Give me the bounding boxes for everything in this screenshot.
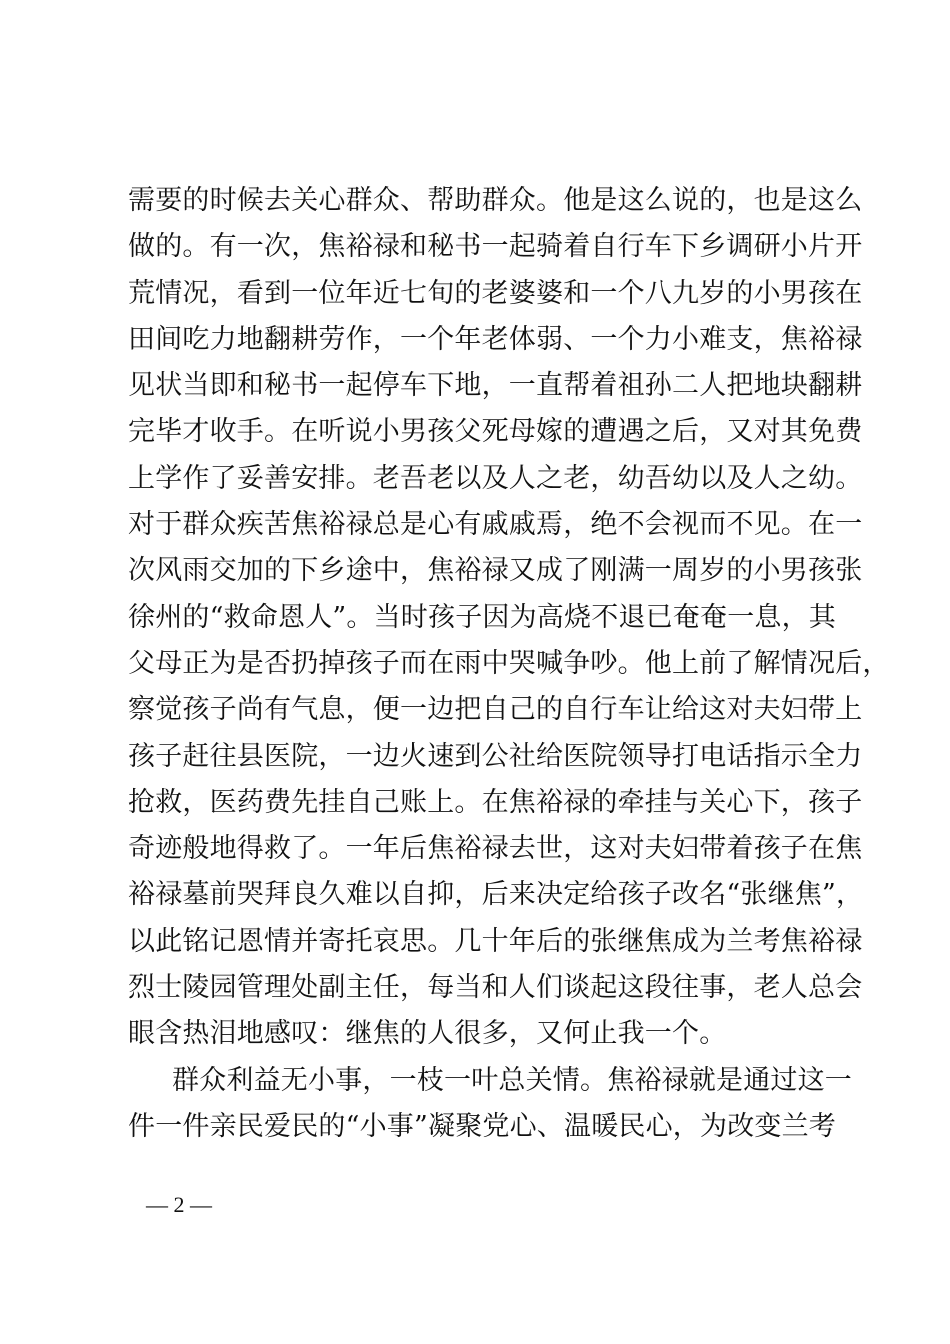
text-line: 对于群众疾苦焦裕禄总是心有戚戚焉，绝不会视而不见。在一 xyxy=(128,509,863,541)
text-line: 烈士陵园管理处副主任，每当和人们谈起这段往事，老人总会 xyxy=(128,972,863,1004)
text-line: 需要的时候去关心群众、帮助群众。他是这么说的，也是这么 xyxy=(128,185,863,216)
text-line: 完毕才收手。在听说小男孩父死母嫁的遭遇之后，又对其免费 xyxy=(128,416,863,448)
text-line: 眼含热泪地感叹：继焦的人很多，又何止我一个。 xyxy=(128,1018,727,1050)
text-line: 裕禄墓前哭拜良久难以自抑，后来决定给孩子改名“张继焦”， xyxy=(128,879,864,911)
text-line: 见状当即和秘书一起停车下地，一直帮着祖孙二人把地块翻耕 xyxy=(128,370,863,402)
text-line: 田间吃力地翻耕劳作，一个年老体弱、一个力小难支，焦裕禄 xyxy=(128,323,863,355)
text-line: 孩子赶往县医院，一边火速到公社给医院领导打电话指示全力 xyxy=(128,740,863,772)
text-line: 奇迹般地得救了。一年后焦裕禄去世，这对夫妇带着孩子在焦 xyxy=(128,833,863,865)
text-line: 以此铭记恩情并寄托哀思。几十年后的张继焦成为兰考焦裕禄 xyxy=(128,925,863,957)
text-line: 上学作了妥善安排。老吾老以及人之老，幼吾幼以及人之幼。 xyxy=(128,462,863,494)
body-text xyxy=(128,178,890,1150)
text-line: 做的。有一次，焦裕禄和秘书一起骑着自行车下乡调研小片开 xyxy=(128,231,863,263)
text-line: 徐州的“救命恩人”。当时孩子因为高烧不退已奄奄一息，其 xyxy=(128,601,837,633)
text-line: 次风雨交加的下乡途中，焦裕禄又成了刚满一周岁的小男孩张 xyxy=(128,555,863,587)
page-number: — 2 — xyxy=(146,1192,212,1217)
text-line: 抢救，医药费先挂自己账上。在焦裕禄的牵挂与关心下，孩子 xyxy=(128,786,863,818)
text-line: 件一件亲民爱民的“小事”凝聚党心、温暖民心，为改变兰考 xyxy=(128,1110,837,1142)
paragraph-start-line: 群众利益无小事，一枝一叶总关情。焦裕禄就是通过这一 xyxy=(172,1064,852,1096)
text-line: 察觉孩子尚有气息，便一边把自己的自行车让给这对夫妇带上 xyxy=(128,694,863,726)
text-line: 父母正为是否扔掉孩子而在雨中哭喊争吵。他上前了解情况后， xyxy=(128,647,890,679)
text-line: 荒情况，看到一位年近七旬的老婆婆和一个八九岁的小男孩在 xyxy=(128,277,863,309)
